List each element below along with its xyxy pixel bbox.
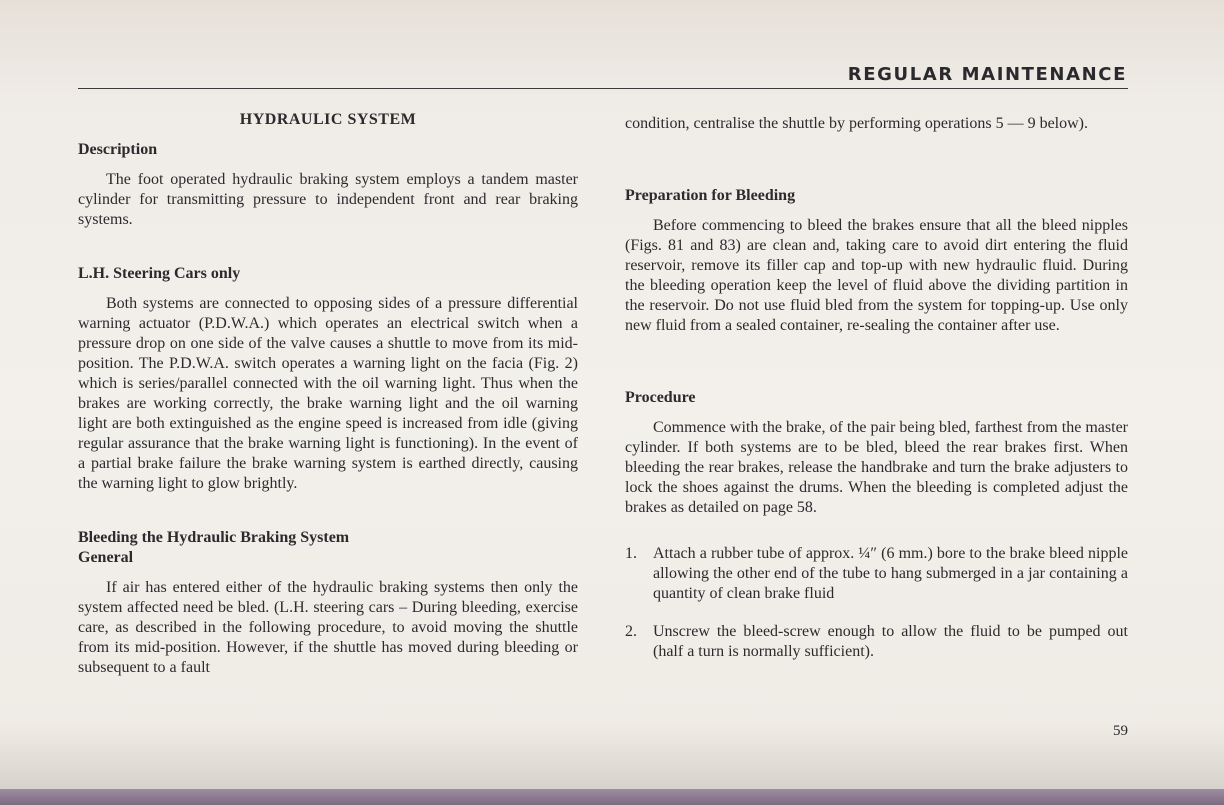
preparation-heading: Preparation for Bleeding	[625, 187, 796, 204]
general-heading: General	[78, 549, 134, 566]
step-text: Attach a rubber tube of approx. ¼″ (6 mm.) bore to the brake bleed nipple allowing the other end of the tube to hang submerged in a jar containing a quantity of clean brake fluid	[653, 545, 1128, 602]
section-title: HYDRAULIC SYSTEM	[239, 111, 417, 128]
description-paragraph: The foot operated hydraulic braking system employs a tandem master cylinder for transmitting pressure to independent front and rear braking systems.	[78, 171, 578, 228]
header-rule	[78, 88, 1128, 89]
procedure-heading: Procedure	[625, 389, 696, 406]
step-text: Unscrew the bleed-screw enough to allow the fluid to be pumped out (half a turn is normally sufficient).	[653, 623, 1128, 660]
page-number: 59	[1113, 723, 1128, 739]
lh-steering-heading: L.H. Steering Cars only	[78, 265, 241, 282]
bleeding-heading: Bleeding the Hydraulic Braking System	[78, 529, 350, 546]
step-number: 1.	[625, 545, 637, 562]
right-column	[625, 114, 1128, 680]
continuation-paragraph: condition, centralise the shuttle by performing operations 5 — 9 below).	[625, 115, 1088, 132]
list-item	[625, 622, 1128, 662]
procedure-paragraph: Commence with the brake, of the pair being bled, farthest from the master cylinder. If both systems are to be bled, bleed the rear brakes first. When bleeding the rear brakes, release the handbrake and turn the brake adjusters to lock the shoes against the drums. When the bleeding is completed adjust the brakes as detailed on page 58.	[625, 419, 1128, 516]
preparation-paragraph: Before commencing to bleed the brakes ensure that all the bleed nipples (Figs. 81 and 83) are clean and, taking care to avoid dirt entering the fluid reservoir, remove its filler cap and top-up with new hydraulic fluid. During the bleeding operation keep the level of fluid above the dividing partition in the reservoir. Do not use fluid bled from the system for topping-up. Use only new fluid from a sealed container, re-sealing the container after use.	[625, 217, 1128, 334]
section-header: REGULAR MAINTENANCE	[847, 64, 1127, 85]
list-item	[625, 544, 1128, 604]
page-edge	[0, 789, 1224, 805]
general-paragraph: If air has entered either of the hydraulic braking systems then only the system affected need be bled. (L.H. steering cars – During bleeding, exercise care, as described in the following procedure, to avoid moving the shuttle from its mid-position. However, if the shuttle has moved during bleeding or subsequent to a fault	[78, 579, 578, 676]
steps-list	[625, 544, 1128, 662]
step-number: 2.	[625, 623, 637, 640]
lh-steering-paragraph: Both systems are connected to opposing sides of a pressure differential warning actuator (P.D.W.A.) which operates an electrical switch when a pressure drop on one side of the valve causes a shuttle to move from its mid-position. The P.D.W.A. switch operates a warning light on the facia (Fig. 2) which is series/parallel connected with the oil warning light. Thus when the brakes are working correctly, the brake warning light and the oil warning light are both extinguished as the engine speed is increased from idle (giving regular assurance that the brake warning light is functioning). In the event of a partial brake failure the brake warning system is earthed directly, causing the warning light to glow brightly.	[78, 295, 578, 492]
description-heading: Description	[78, 141, 158, 158]
left-column	[78, 110, 578, 678]
